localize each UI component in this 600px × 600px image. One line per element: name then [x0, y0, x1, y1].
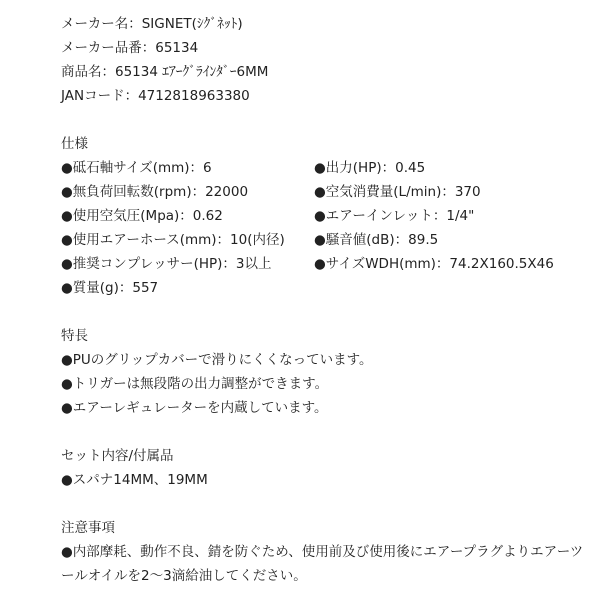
spacer — [61, 420, 591, 444]
spec-item: ●使用エアーホース(mm)：10(内径) — [61, 232, 285, 248]
maker-part-number: メーカー品番：65134 — [61, 40, 199, 56]
feature-item: ●PUのグリップカバーで滑りにくくなっています。 — [61, 352, 373, 368]
spec-column-right — [314, 156, 574, 300]
contents-heading: セット内容/付属品 — [61, 448, 174, 464]
spec-item: ●無負荷回転数(rpm)：22000 — [61, 184, 249, 200]
maker-name: メーカー名：SIGNET(ｼｸﾞﾈｯﾄ) — [61, 16, 243, 32]
spec-item: ●質量(g)：557 — [61, 280, 159, 296]
spec-item: ●騒音値(dB)：89.5 — [314, 232, 439, 248]
spec-column-left — [61, 156, 314, 300]
notes-text: ●内部摩耗、動作不良、錆を防ぐため、使用前及び使用後にエアープラグよりエアーツールオイルを2〜3滴給油してください。 — [61, 544, 584, 584]
feature-item: ●トリガーは無段階の出力調整ができます。 — [61, 376, 329, 392]
spec-item: ●出力(HP)：0.45 — [314, 160, 426, 176]
spacer — [61, 108, 591, 132]
product-name: 商品名：65134 ｴｱｰｸﾞﾗｲﾝﾀﾞｰ6MM — [61, 64, 269, 80]
specs-heading: 仕様 — [61, 136, 88, 152]
spec-item: ●砥石軸サイズ(mm)：6 — [61, 160, 212, 176]
spacer — [61, 300, 591, 324]
spec-item: ●エアーインレット：1/4" — [314, 208, 475, 224]
spacer — [61, 492, 591, 516]
spec-item: ●サイズWDH(mm)：74.2X160.5X46 — [314, 256, 554, 272]
contents-item: ●スパナ14MM、19MM — [61, 472, 208, 488]
notes-heading: 注意事項 — [61, 520, 115, 536]
spec-item: ●空気消費量(L/min)：370 — [314, 184, 481, 200]
features-heading: 特長 — [61, 328, 88, 344]
feature-item: ●エアーレギュレーターを内蔵しています。 — [61, 400, 328, 416]
spec-grid — [61, 156, 591, 300]
spec-item: ●推奨コンプレッサー(HP)：3以上 — [61, 256, 272, 272]
jan-code: JANコード：4712818963380 — [61, 88, 250, 104]
spec-item: ●使用空気圧(Mpa)：0.62 — [61, 208, 223, 224]
product-description — [61, 12, 591, 588]
